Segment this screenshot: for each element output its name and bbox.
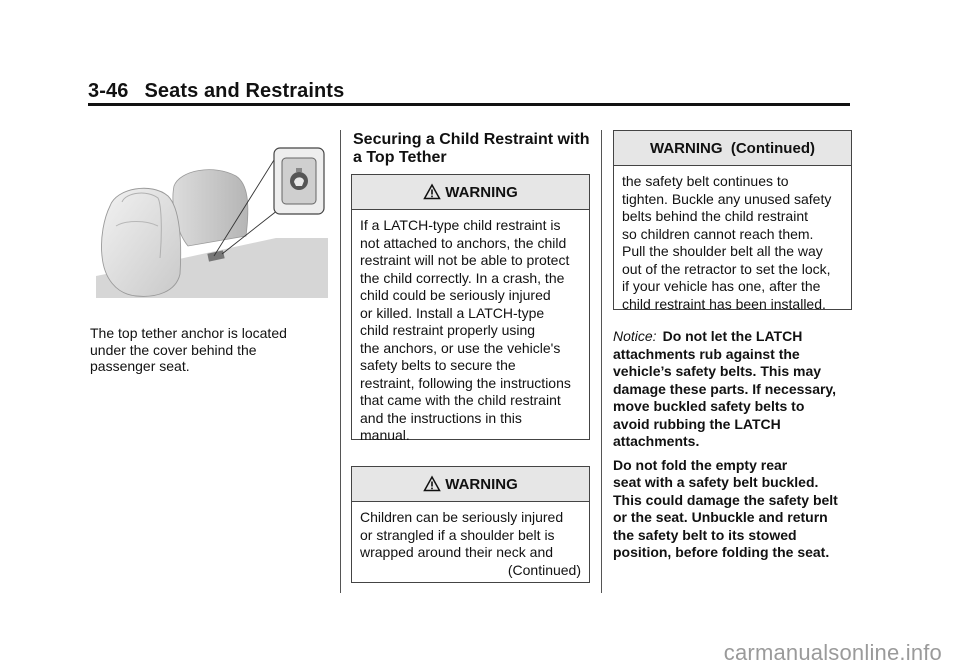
column-divider-2: [601, 130, 602, 593]
warning-header: [352, 175, 589, 210]
notice-line: attachments rub against the: [613, 345, 800, 362]
section-heading: Securing a Child Restraint with a Top Tether: [353, 131, 590, 166]
warning-line: or strangled if a shoulder belt is: [360, 526, 555, 543]
warning-line: If a LATCH-type child restraint is: [360, 217, 561, 233]
warning-line: tighten. Buckle any unused safety: [622, 190, 832, 207]
warning-body: [352, 502, 589, 579]
warning-line: manual.: [360, 427, 410, 443]
warning-line: not attached to anchors, the child: [360, 234, 567, 251]
warning-heading: WARNING: [445, 475, 518, 493]
warning-line: Children can be seriously injured: [360, 509, 564, 525]
warning-line: the safety belt continues to: [622, 173, 789, 189]
warning-line: child could be seriously injured: [360, 287, 551, 303]
warning-heading: WARNING: [445, 183, 518, 201]
section-title-header: Seats and Restraints: [144, 80, 345, 102]
warning-line: child restraint has been installed.: [622, 295, 826, 312]
warning-heading: WARNING (Continued): [650, 139, 815, 157]
warning-box-continued: [613, 130, 852, 310]
para-line: seat with a safety belt buckled.: [613, 474, 819, 490]
illustration-caption: The top tether anchor is located under the cover behind the passenger seat.: [90, 325, 287, 374]
warning-line: or killed. Install a LATCH-type: [360, 304, 545, 321]
warning-header: [614, 131, 851, 166]
page-number: 3-46: [88, 80, 129, 102]
notice-line: Do not let the LATCH: [662, 328, 803, 344]
warning-line: wrapped around their neck and: [360, 544, 554, 560]
seat-tether-anchor-illustration: [96, 146, 328, 298]
notice-line: vehicle’s safety belts. This may: [613, 363, 822, 379]
warning-line: belts behind the child restraint: [622, 208, 808, 224]
para-line: This could damage the safety belt: [613, 491, 838, 508]
notice-block: [613, 328, 858, 568]
warning-line: the anchors, or use the vehicle's: [360, 339, 561, 356]
continued-label: (Continued): [507, 561, 581, 578]
notice-line: damage these parts. If necessary,: [613, 380, 837, 397]
page-header: [88, 80, 344, 103]
fold-seat-paragraph: [613, 457, 858, 562]
warning-line: child restraint properly using: [360, 322, 536, 338]
notice-label: Notice:: [613, 328, 657, 344]
warning-box-2: [351, 466, 590, 583]
warning-triangle-icon: [423, 475, 441, 493]
warning-line: if your vehicle has one, after the: [622, 278, 821, 294]
notice-paragraph: [613, 328, 858, 451]
warning-line: restraint, following the instructions: [360, 374, 571, 391]
warning-line: safety belts to secure the: [360, 357, 516, 373]
warning-line: so children cannot reach them.: [622, 225, 814, 242]
warning-triangle-icon: [423, 183, 441, 201]
notice-line: attachments.: [613, 433, 700, 449]
watermark-link[interactable]: carmanualsonline.info: [723, 640, 942, 665]
notice-line: avoid rubbing the LATCH: [613, 415, 781, 432]
warning-body: [352, 210, 589, 445]
column-divider-1: [340, 130, 341, 593]
warning-line: the child correctly. In a crash, the: [360, 269, 565, 286]
warning-line: restraint will not be able to protect: [360, 252, 570, 268]
notice-line: move buckled safety belts to: [613, 398, 805, 414]
header-rule: [88, 103, 850, 106]
warning-header: [352, 467, 589, 502]
warning-box-1: [351, 174, 590, 443]
warning-line: and the instructions in this: [360, 409, 522, 426]
para-line: the safety belt to its stowed: [613, 526, 797, 543]
para-line: or the seat. Unbuckle and return: [613, 509, 828, 525]
warning-line: that came with the child restraint: [360, 392, 561, 408]
para-line: Do not fold the empty rear: [613, 456, 788, 473]
warning-line: Pull the shoulder belt all the way: [622, 243, 823, 259]
para-line: position, before folding the seat.: [613, 544, 830, 560]
warning-line: out of the retractor to set the lock,: [622, 260, 831, 277]
warning-body: [614, 166, 851, 313]
